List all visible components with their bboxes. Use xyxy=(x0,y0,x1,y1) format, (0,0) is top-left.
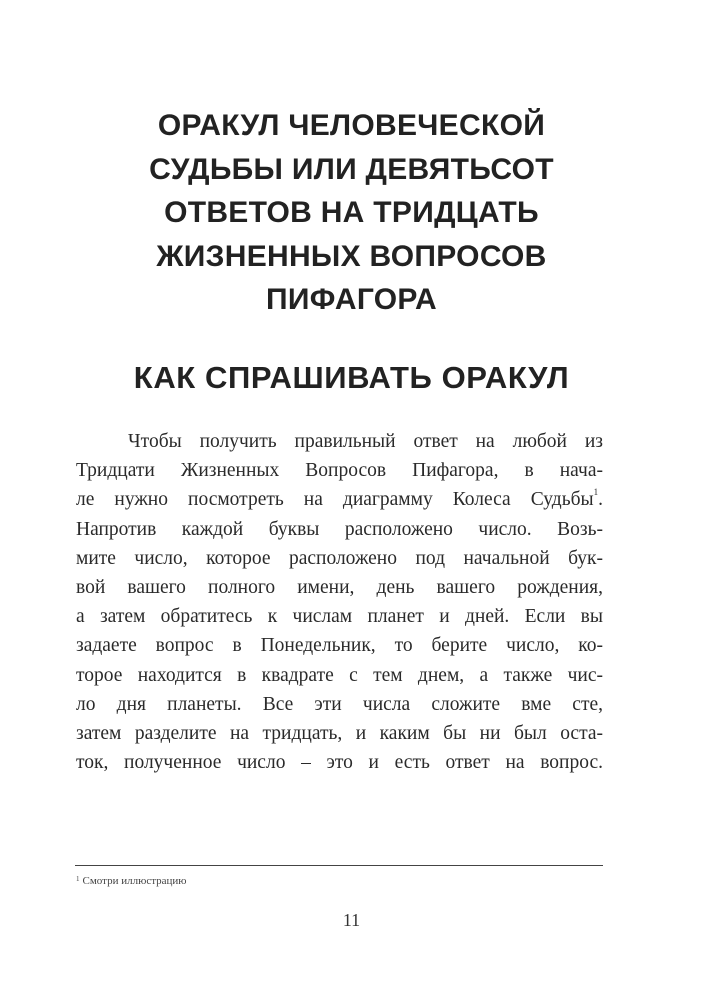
text-line: Чтобы получить правильный ответ на любой из xyxy=(128,431,603,452)
footnote-reference[interactable]: 1 xyxy=(593,487,599,498)
text-line: затем разделите на тридцать, и каким бы ни был оста- xyxy=(76,722,603,744)
title-line: ОРАКУЛ ЧЕЛОВЕЧЕСКОЙ xyxy=(157,109,546,142)
page-number: 11 xyxy=(342,910,361,930)
sentence-period: . xyxy=(598,489,603,511)
text-line xyxy=(76,485,603,514)
title-line: СУДЬБЫ ИЛИ ДЕВЯТЬСОТ xyxy=(149,152,554,186)
text-line-content: ле нужно посмотреть на диаграмму Колеса Судьбы xyxy=(76,489,594,511)
footnote-text: Смотри иллюстрацию xyxy=(82,875,187,887)
chapter-title xyxy=(60,104,643,322)
text-line: ло дня планеты. Все эти числа сложите вме сте, xyxy=(76,693,603,715)
title-line: ОТВЕТОВ НА ТРИДЦАТЬ xyxy=(164,196,539,229)
text-line: а затем обратитесь к числам планет и дней. Если вы xyxy=(76,606,603,628)
text-line: Тридцати Жизненных Вопросов Пифагора, в нача- xyxy=(76,460,603,482)
title-line: ЖИЗНЕННЫХ ВОПРОСОВ xyxy=(156,239,547,273)
text-line: торое находится в квадрате с тем днем, а также чис- xyxy=(76,664,603,686)
text-line: ток, полученное число – это и есть ответ на вопрос. xyxy=(76,752,603,774)
section-heading: КАК СПРАШИВАТЬ ОРАКУЛ xyxy=(133,360,570,395)
body-paragraph xyxy=(76,427,603,777)
footnote-mark: 1 xyxy=(76,875,80,883)
title-line: ПИФАГОРА xyxy=(265,283,438,316)
text-line: Напротив каждой буквы расположено число. Возь- xyxy=(76,518,603,540)
text-line: мите число, которое расположено под начальной бук- xyxy=(76,547,603,569)
text-line: вой вашего полного имени, день вашего рождения, xyxy=(76,576,603,598)
footnote-divider xyxy=(75,865,603,866)
text-line: задаете вопрос в Понедельник, то берите число, ко- xyxy=(76,635,603,657)
footnote xyxy=(76,875,187,887)
